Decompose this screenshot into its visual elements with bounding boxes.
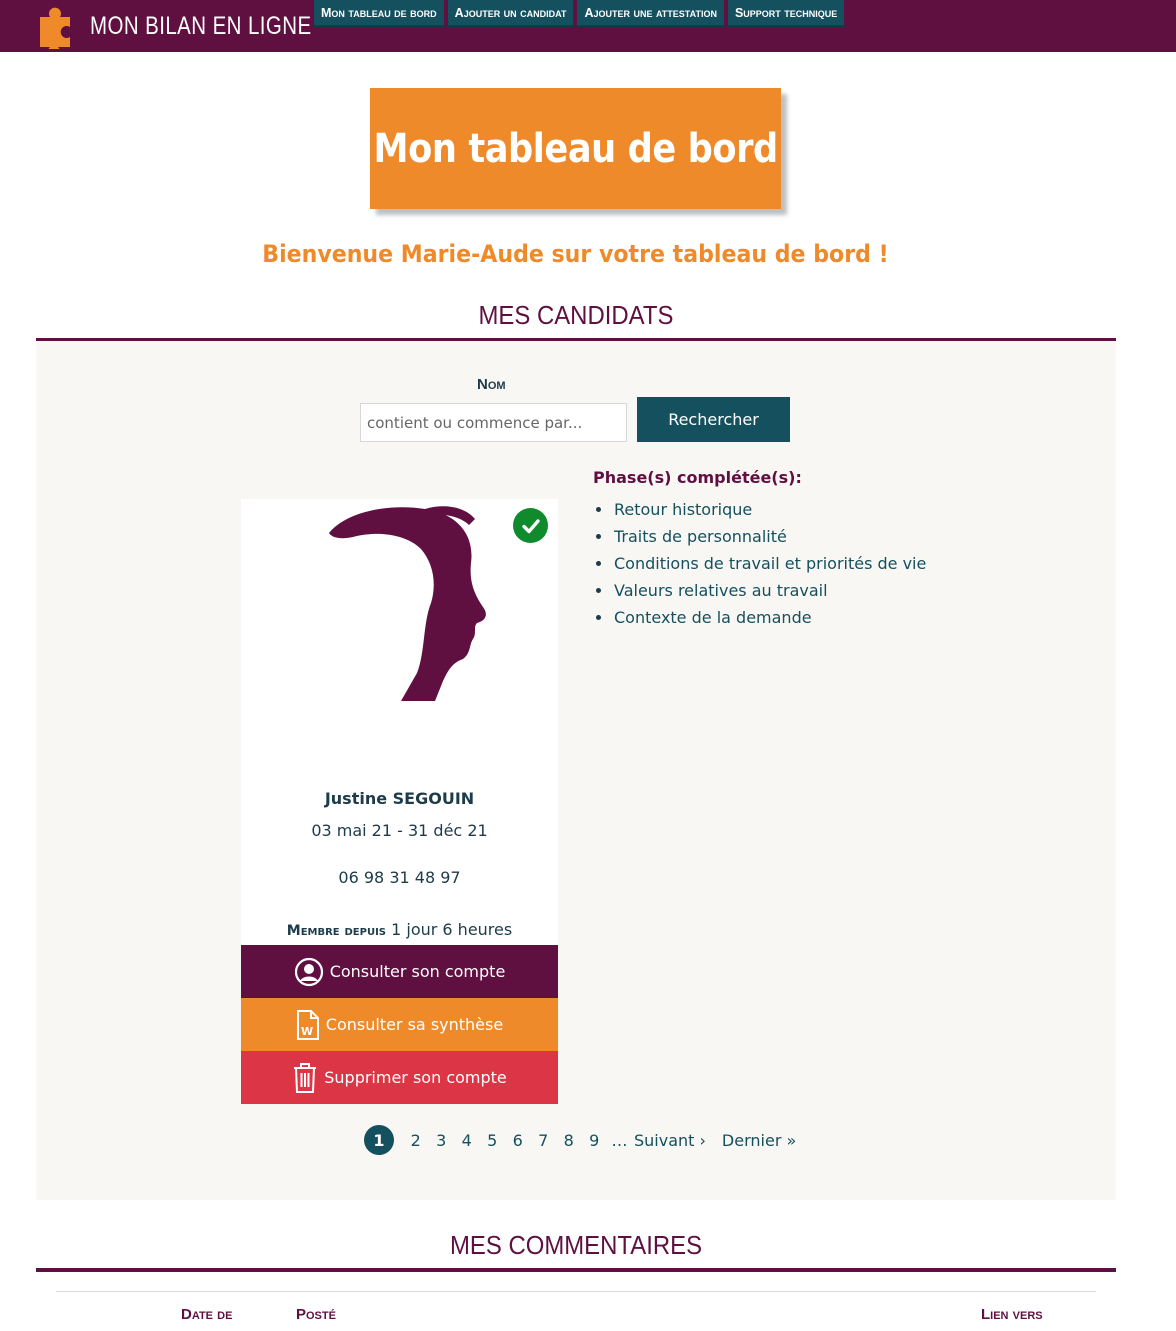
page-title-banner: [370, 88, 781, 209]
delete-account-label: Supprimer son compte: [324, 1068, 507, 1087]
phase-item: Conditions de travail et priorités de vie: [593, 550, 926, 577]
comments-heading-text: MES COMMENTAIRES: [449, 1230, 703, 1260]
member-since-value: 1 jour 6 heures: [391, 920, 513, 939]
nav-add-candidate[interactable]: Ajouter un candidat: [448, 0, 574, 27]
phases-title: Phase(s) complétée(s):: [593, 468, 802, 487]
page-link-2[interactable]: 2: [410, 1130, 421, 1150]
main-nav: [314, 0, 844, 27]
top-navbar: [0, 0, 1176, 52]
nav-add-attestation[interactable]: Ajouter une attestation: [577, 0, 723, 27]
nav-dashboard[interactable]: Mon tableau de bord: [314, 0, 444, 27]
page-link-6[interactable]: 6: [512, 1130, 523, 1150]
word-document-icon: [296, 1009, 320, 1041]
puzzle-piece-icon: [36, 3, 82, 49]
phase-item: Retour historique: [593, 496, 926, 523]
view-synthesis-label: Consulter sa synthèse: [325, 1015, 504, 1034]
search-button[interactable]: Rechercher: [637, 397, 790, 442]
page-last-link[interactable]: Dernier »: [721, 1130, 797, 1150]
candidate-dates: 03 mai 21 - 31 déc 21: [311, 821, 488, 840]
search-input[interactable]: [360, 403, 627, 442]
candidate-card: [241, 499, 558, 1104]
brand[interactable]: [36, 2, 360, 50]
page-next-link[interactable]: Suivant ›: [634, 1130, 706, 1150]
member-since-label: Membre depuis: [286, 923, 387, 939]
page-link-4[interactable]: 4: [461, 1130, 472, 1150]
welcome-text: Bienvenue Marie-Aude sur votre tableau de bord !: [261, 240, 889, 268]
svg-text:W: W: [300, 1024, 313, 1038]
phase-item: Traits de personnalité: [593, 523, 926, 550]
candidate-name: Justine SEGOUIN: [324, 789, 475, 808]
phases-list: [593, 496, 926, 631]
column-header-date[interactable]: Date de: [181, 1306, 233, 1323]
comments-table: [56, 1291, 1096, 1331]
candidate-phone: 06 98 31 48 97: [338, 868, 461, 887]
page-link-3[interactable]: 3: [436, 1130, 447, 1150]
trash-icon: [292, 1062, 318, 1094]
candidates-heading-text: MES CANDIDATS: [478, 300, 674, 330]
nav-support[interactable]: Support technique: [728, 0, 844, 27]
page-link-9[interactable]: 9: [589, 1130, 600, 1150]
phase-item: Valeurs relatives au travail: [593, 577, 926, 604]
column-header-posted[interactable]: Posté: [296, 1306, 336, 1323]
page-title: Mon tableau de bord: [373, 125, 778, 172]
comments-heading: [36, 1230, 1116, 1272]
page-link-7[interactable]: 7: [538, 1130, 549, 1150]
candidates-heading: [36, 300, 1116, 342]
candidates-panel: [36, 341, 1116, 1200]
column-header-link[interactable]: Lien vers: [981, 1306, 1043, 1323]
view-account-button[interactable]: [241, 945, 558, 998]
welcome-message: [0, 240, 1150, 268]
search-label: Nom: [477, 376, 506, 393]
brand-name: MON BILAN EN LIGNE: [90, 11, 312, 40]
page-current[interactable]: 1: [364, 1125, 394, 1155]
view-account-label: Consulter son compte: [329, 962, 506, 981]
candidate-avatar: [325, 503, 495, 703]
completed-check-icon: [513, 508, 548, 543]
page-link-5[interactable]: 5: [487, 1130, 498, 1150]
page-ellipsis: …: [611, 1130, 628, 1150]
phase-item: Contexte de la demande: [593, 604, 926, 631]
delete-account-button[interactable]: [241, 1051, 558, 1104]
user-circle-icon: [294, 957, 324, 987]
candidate-member-since: [241, 920, 558, 939]
page-link-8[interactable]: 8: [563, 1130, 574, 1150]
pagination: [364, 1125, 810, 1155]
view-synthesis-button[interactable]: [241, 998, 558, 1051]
